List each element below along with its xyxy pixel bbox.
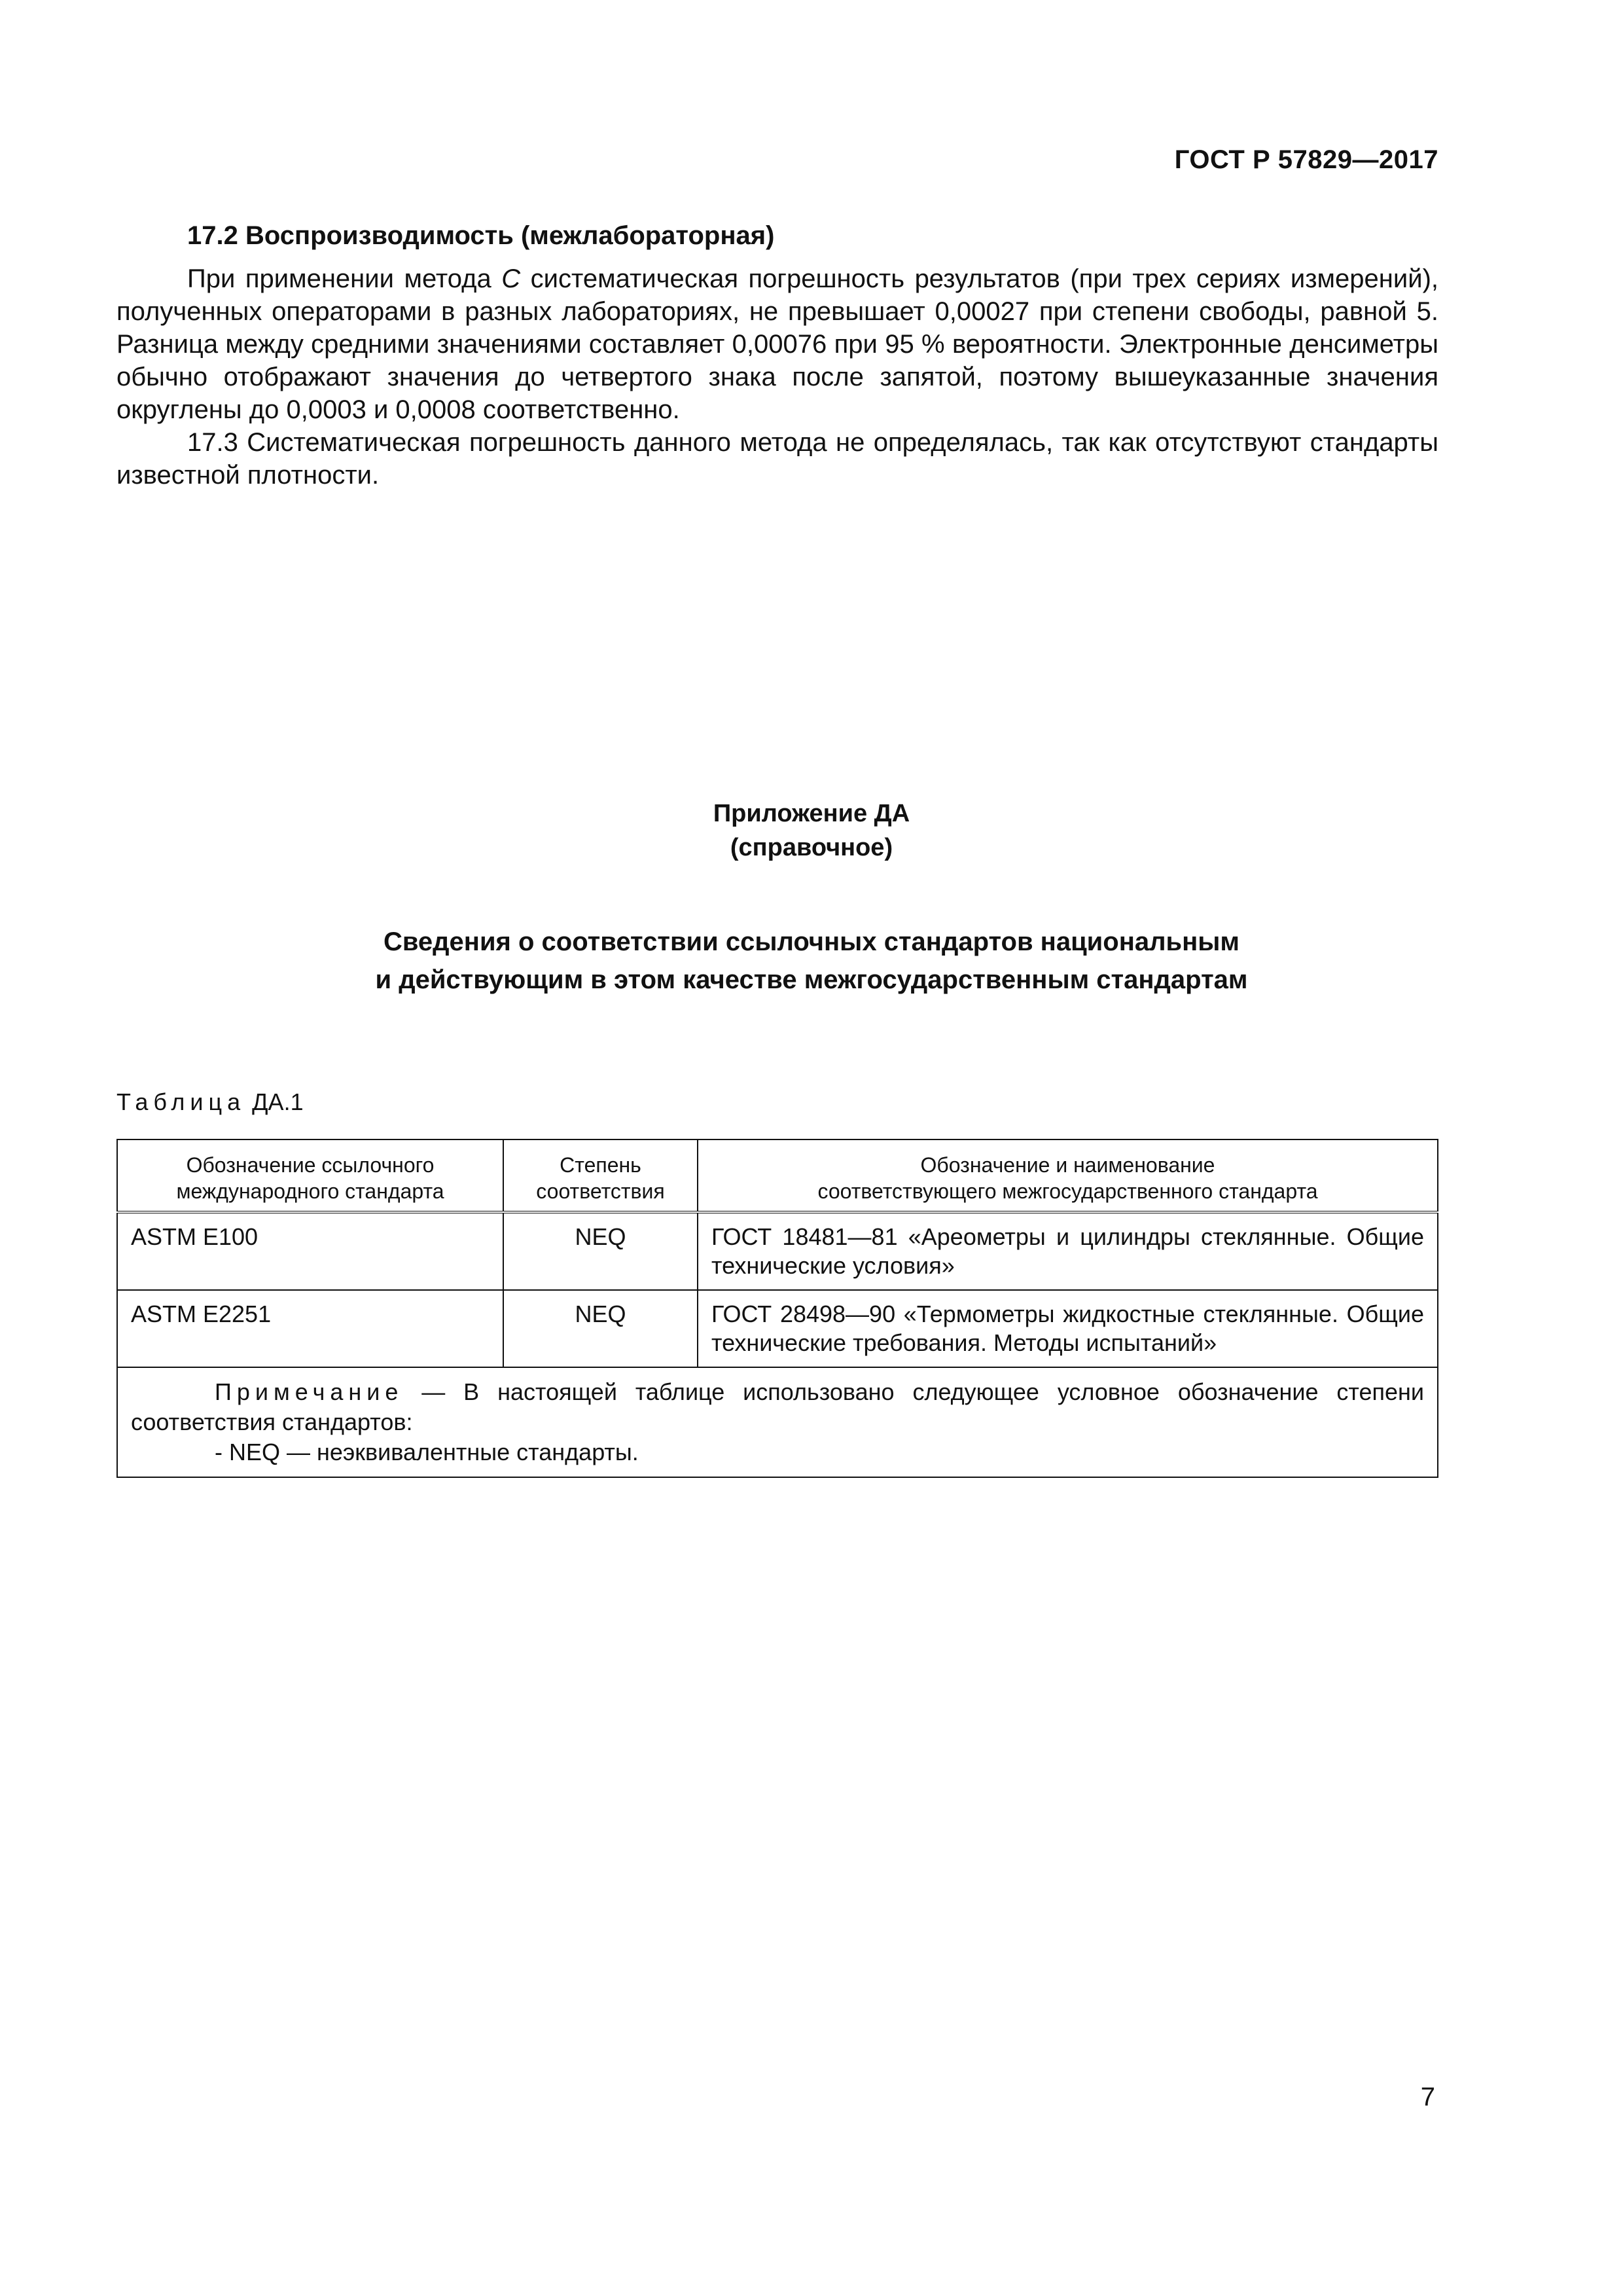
cell-degree: NEQ bbox=[503, 1290, 698, 1367]
cell-gost-standard: ГОСТ 28498—90 «Термометры жидкостные стеклянные. Общие технические требования. Методы испытаний» bbox=[698, 1290, 1438, 1367]
header-line: международного стандарта bbox=[176, 1179, 444, 1203]
header-international-standard bbox=[117, 1139, 503, 1212]
paragraph-text-rest: систематическая погрешность результатов (при трех сериях измерений), полученных операторами в разных лабораториях, не превышает 0,00027 при степени свободы, равной 5. Разница между средними значениями составляет 0,00076 при 95 % вероятности. Электронные денсиметры обычно отображают значения до четвертого знака после запятой, поэтому вышеуказанные значения округлены до 0,0003 и 0,0008 соответственно. bbox=[116, 264, 1439, 424]
note-body: — В настоящей таблице использовано следующее условное обозначение степени соответствия стандартов: bbox=[131, 1378, 1424, 1435]
table-note bbox=[117, 1367, 1438, 1477]
cell-reference-standard: ASTM E100 bbox=[117, 1212, 503, 1290]
method-letter: С bbox=[501, 264, 521, 293]
table-header-row bbox=[117, 1139, 1438, 1212]
appendix-name: Приложение ДА bbox=[713, 800, 910, 827]
appendix-title-line1: Сведения о соответствии ссылочных стандартов национальным bbox=[383, 927, 1240, 956]
appendix-title bbox=[0, 923, 1623, 999]
appendix-heading bbox=[0, 797, 1623, 865]
paragraph-text-start: При применении метода bbox=[187, 264, 502, 293]
standards-table bbox=[116, 1139, 1438, 1478]
section-17-2 bbox=[116, 219, 1438, 492]
note-text bbox=[131, 1377, 1424, 1437]
reproducibility-paragraph bbox=[116, 262, 1438, 426]
cell-reference-standard: ASTM E2251 bbox=[117, 1290, 503, 1367]
header-line: соответствия bbox=[536, 1179, 665, 1203]
cell-degree: NEQ bbox=[503, 1212, 698, 1290]
bias-paragraph: 17.3 Систематическая погрешность данного метода не определялась, так как отсутствуют стандарты известной плотности. bbox=[116, 428, 1438, 490]
header-line: Обозначение и наименование bbox=[920, 1153, 1215, 1177]
header-line: Степень bbox=[560, 1153, 641, 1177]
page-number: 7 bbox=[1420, 2083, 1435, 2111]
table-caption-number: ДА.1 bbox=[252, 1088, 304, 1115]
table-row bbox=[117, 1290, 1438, 1367]
header-interstate-standard bbox=[698, 1139, 1438, 1212]
table-caption bbox=[116, 1088, 304, 1116]
table-row bbox=[117, 1212, 1438, 1290]
table-note-row bbox=[117, 1367, 1438, 1477]
cell-gost-standard: ГОСТ 18481—81 «Ареометры и цилиндры стеклянные. Общие технические условия» bbox=[698, 1212, 1438, 1290]
header-line: Обозначение ссылочного bbox=[186, 1153, 435, 1177]
appendix-kind: (справочное) bbox=[730, 834, 893, 861]
document-designation: ГОСТ Р 57829—2017 bbox=[1174, 145, 1438, 174]
section-title: 17.2 Воспроизводимость (межлабораторная) bbox=[187, 221, 775, 250]
header-degree bbox=[503, 1139, 698, 1212]
table-caption-word: Таблица bbox=[116, 1088, 246, 1115]
note-list-item: - NEQ — неэквивалентные стандарты. bbox=[215, 1439, 639, 1465]
header-line: соответствующего межгосударственного стандарта bbox=[817, 1179, 1318, 1203]
note-label: Примечание bbox=[215, 1378, 404, 1405]
appendix-title-line2: и действующим в этом качестве межгосударственным стандартам bbox=[375, 965, 1248, 994]
